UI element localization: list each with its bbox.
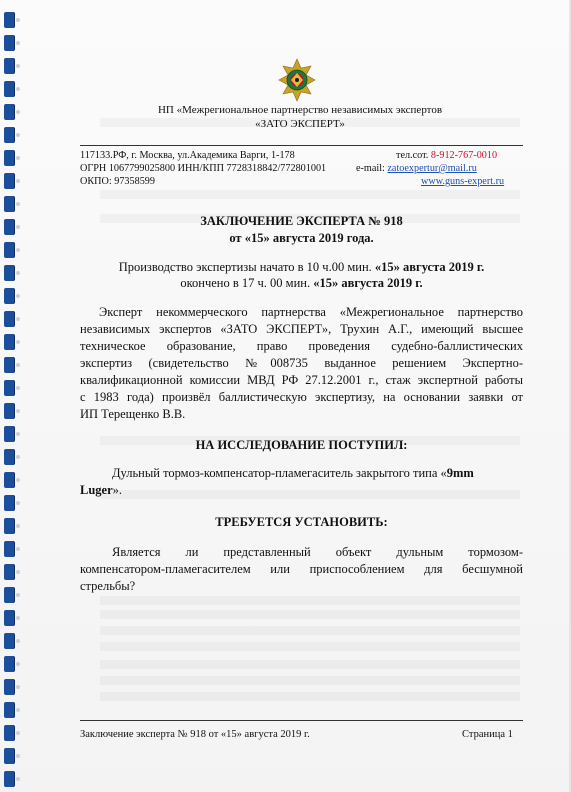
intro-line: независимых экспертов «ЗАТО ЭКСПЕРТ», Трухин А.Г., имеющий высшее [80, 322, 523, 336]
timing-end-date: «15» августа 2019 г. [313, 276, 423, 290]
ogrn-text: ОГРН 1067799025800 ИНН/КПП 7728318842/772801001 [80, 163, 327, 174]
timing-end-prefix: окончено в 17 ч. 00 мин. [180, 276, 314, 290]
binding-hole [16, 478, 20, 482]
binding-hole [16, 156, 20, 160]
page-number: Страница 1 [462, 729, 513, 740]
binding-hole [16, 662, 20, 666]
binding-coil [4, 748, 14, 764]
org-name-line1: НП «Межрегиональное партнерство независимых экспертов [157, 104, 443, 116]
binding-hole [16, 64, 20, 68]
intro-line: экспертиз (свидетельство №008735 выданное решением Экспертно- [80, 356, 523, 370]
binding-hole [16, 731, 20, 735]
binding-hole [16, 294, 20, 298]
binding-coil [4, 679, 14, 695]
binding-coil [4, 702, 14, 718]
binding-hole [16, 455, 20, 459]
intro-line: ИП Терещенко В.В. [80, 407, 186, 421]
received-text-prefix: Дульный тормоз-компенсатор-пламегаситель закрытого типа « [112, 466, 447, 480]
timing-start-prefix: Производство экспертизы начато в 10 ч.00 мин. [118, 260, 375, 274]
binding-coil [4, 35, 14, 51]
binding-hole [16, 501, 20, 505]
received-text-suffix: ». [112, 483, 123, 497]
required-heading-text: ТРЕБУЕТСЯ УСТАНОВИТЬ: [215, 515, 388, 529]
spiral-binding [0, 0, 22, 792]
binding-coil [4, 725, 14, 741]
binding-hole [16, 639, 20, 643]
bleed-through-line [100, 626, 520, 635]
okpo-text: ОКПО: 97358599 [80, 176, 155, 187]
doc-date: от «15» августа 2019 года. [229, 231, 374, 245]
binding-coil [4, 150, 14, 166]
binding-coil [4, 12, 14, 28]
binding-hole [16, 616, 20, 620]
email-label: e-mail: [356, 163, 385, 174]
binding-coil [4, 311, 14, 327]
binding-hole [16, 248, 20, 252]
binding-hole [16, 708, 20, 712]
intro-line: с 1983 года) произвёл баллистическую экспертизу, на основании заявки от [80, 390, 523, 404]
footer-divider [80, 720, 523, 721]
bleed-through-line [100, 642, 520, 651]
binding-coil [4, 656, 14, 672]
binding-coil [4, 472, 14, 488]
website-link[interactable]: www.guns-expert.ru [421, 176, 505, 187]
binding-hole [16, 41, 20, 45]
binding-hole [16, 363, 20, 367]
org-name-line2: «ЗАТО ЭКСПЕРТ» [255, 118, 345, 130]
footer-doc-ref: Заключение эксперта № 918 от «15» августа 2019 г. [80, 729, 310, 740]
received-heading: НА ИССЛЕДОВАНИЕ ПОСТУПИЛ: [195, 438, 408, 452]
required-line: стрельбы? [80, 579, 136, 593]
received-text-luger: Luger [80, 483, 113, 497]
binding-hole [16, 570, 20, 574]
received-text-line2 [80, 483, 523, 498]
binding-hole [16, 18, 20, 22]
binding-coil [4, 357, 14, 373]
binding-coil [4, 196, 14, 212]
phone-number[interactable]: 8-912-767-0010 [430, 150, 498, 161]
binding-coil [4, 449, 14, 465]
email-link[interactable]: zatoexpertur@mail.ru [387, 163, 477, 174]
bleed-through-line [100, 610, 520, 619]
intro-line: квалификационной комиссии МВД РФ 27.12.2001 г., стаж экспертной работы [80, 373, 523, 387]
binding-coil [4, 58, 14, 74]
binding-coil [4, 771, 14, 787]
binding-hole [16, 432, 20, 436]
binding-coil [4, 587, 14, 603]
intro-line: Эксперт некоммерческого партнерства «Межрегиональное партнерство [99, 305, 523, 319]
bleed-through-line [100, 692, 520, 701]
binding-hole [16, 593, 20, 597]
binding-hole [16, 202, 20, 206]
binding-coil [4, 265, 14, 281]
bleed-through-line [100, 660, 520, 669]
binding-coil [4, 104, 14, 120]
binding-coil [4, 518, 14, 534]
intro-line: техническое образование, право проведения судебно-баллистических [80, 339, 523, 353]
doc-title: ЗАКЛЮЧЕНИЕ ЭКСПЕРТА № 918 [200, 214, 403, 228]
binding-coil [4, 334, 14, 350]
binding-coil [4, 173, 14, 189]
required-line: Является ли представленный объект дульным тормозом- [112, 545, 523, 559]
binding-coil [4, 633, 14, 649]
binding-hole [16, 524, 20, 528]
email-line [356, 163, 477, 174]
binding-hole [16, 685, 20, 689]
required-line: компенсатором-пламегасителем или приспособлением для бесшумной [80, 562, 523, 576]
binding-hole [16, 179, 20, 183]
binding-coil [4, 127, 14, 143]
header-divider [80, 145, 523, 146]
binding-hole [16, 110, 20, 114]
bleed-through-line [100, 676, 520, 685]
binding-coil [4, 564, 14, 580]
binding-hole [16, 133, 20, 137]
timing-start-date: «15» августа 2019 г. [374, 260, 485, 274]
binding-hole [16, 317, 20, 321]
required-heading [80, 515, 523, 530]
binding-coil [4, 541, 14, 557]
binding-hole [16, 409, 20, 413]
received-text-line1 [112, 466, 523, 481]
binding-hole [16, 777, 20, 781]
bleed-through-line [100, 190, 520, 199]
binding-coil [4, 426, 14, 442]
timing-start [80, 260, 523, 275]
binding-coil [4, 288, 14, 304]
binding-coil [4, 242, 14, 258]
binding-hole [16, 386, 20, 390]
binding-hole [16, 225, 20, 229]
binding-hole [16, 271, 20, 275]
received-text-caliber: 9mm [446, 466, 474, 480]
binding-hole [16, 87, 20, 91]
binding-hole [16, 754, 20, 758]
timing-end [80, 276, 523, 291]
binding-coil [4, 495, 14, 511]
phone-line [396, 150, 497, 161]
binding-coil [4, 610, 14, 626]
binding-hole [16, 547, 20, 551]
binding-coil [4, 219, 14, 235]
address-text: 117133.РФ, г. Москва, ул.Академика Варги, 1-178 [80, 150, 295, 161]
phone-label: тел.сот. [396, 150, 429, 161]
binding-hole [16, 340, 20, 344]
binding-coil [4, 81, 14, 97]
emblem-icon [278, 58, 316, 102]
binding-coil [4, 403, 14, 419]
binding-coil [4, 380, 14, 396]
bleed-through-line [100, 596, 520, 605]
